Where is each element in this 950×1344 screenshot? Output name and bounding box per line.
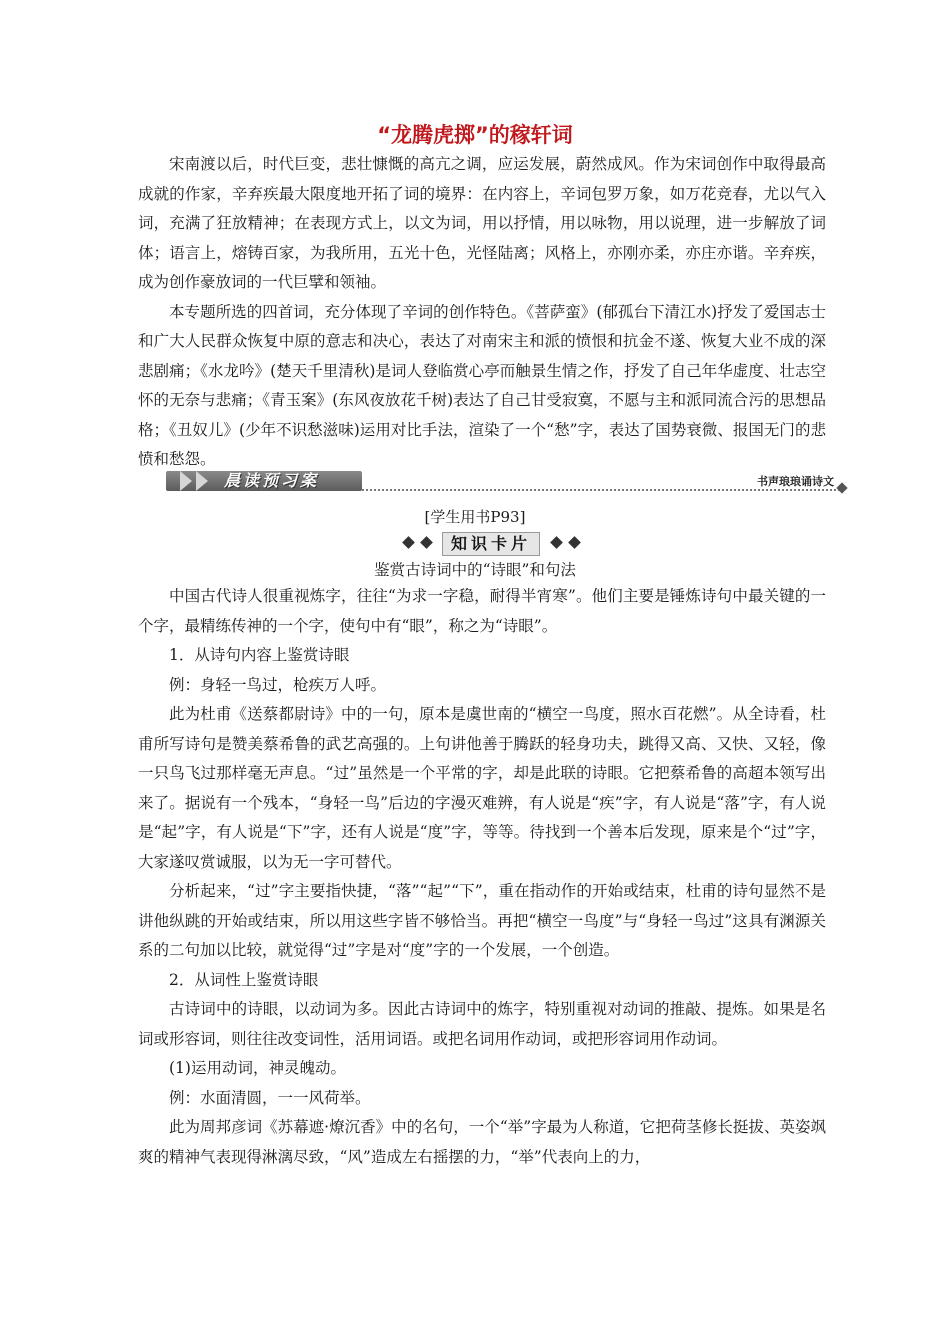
body-paragraph: 中国古代诗人很重视炼字，往往“为求一字稳，耐得半宵寒”。他们主要是锤炼诗句中最关键的一个字，最精练传神的一个字，使句中有“眼”，称之为“诗眼”。 <box>138 587 826 635</box>
chevron-right-icon <box>180 471 192 491</box>
body-paragraph: 1．从诗句内容上鉴赏诗眼 <box>169 646 350 664</box>
body-paragraph: 古诗词中的诗眼，以动词为多。因此古诗词中的炼字，特别重视对动词的推敲、提炼。如果是名词或形容词，则往往改变词性，活用词语。或把名词用作动词，或把形容词用作动词。 <box>138 1000 826 1048</box>
intro-section <box>138 150 826 475</box>
chevron-right-icon <box>196 471 208 491</box>
body-paragraph: 分析起来，“过”字主要指快捷，“落”“起”“下”，重在指动作的开始或结束，杜甫的诗句显然不是讲他纵跳的开始或结束，所以用这些字皆不够恰当。再把“横空一鸟度”与“身轻一鸟过”这具有渊源关系的二句加以比较，就觉得“过”字是对“度”字的一个发展，一个创造。 <box>138 882 826 959</box>
banner-label: 晨读预习案 <box>224 471 320 490</box>
diamond-icon <box>402 536 415 549</box>
body-paragraph: 例：水面清圆，一一风荷举。 <box>169 1088 371 1107</box>
body-section <box>138 582 826 1172</box>
diamond-icon <box>568 536 581 549</box>
subheading: 鉴赏古诗词中的“诗眼”和句法 <box>374 561 576 579</box>
body-paragraph: 此为杜甫《送蔡都尉诗》中的一句，原本是虞世南的“横空一鸟度，照水百花燃”。从全诗看，杜甫所写诗句是赞美蔡希鲁的武艺高强的。上句讲他善于腾跃的轻身功夫，跳得又高、又快、又轻，像一只鸟飞过那样毫无声息。“过”虽然是一个平常的字，却是此联的诗眼。它把蔡希鲁的高超本领写出来了。据说有一个残本，“身轻一鸟”后边的字漫灭难辨，有人说是“疾”字，有人说是“落”字，有人说是“起”字，有人说是“下”字，还有人说是“度”字，等等。待找到一个善本后发现，原来是个“过”字，大家遂叹赏诚服，以为无一字可替代。 <box>138 705 826 871</box>
section-banner <box>166 467 846 495</box>
intro-paragraph: 宋南渡以后，时代巨变，悲壮慷慨的高亢之调，应运发展，蔚然成风。作为宋词创作中取得最高成就的作家，辛弃疾最大限度地开拓了词的境界：在内容上，辛词包罗万象，如万花竞春，尤以气入词，充满了狂放精神；在表现方式上，以文为词，用以抒情，用以咏物，用以说理，进一步解放了词体；语言上，熔铸百家，为我所用，五光十色，光怪陆离；风格上，亦刚亦柔，亦庄亦谐。辛弃疾，成为创作豪放词的一代巨擘和领袖。 <box>138 155 826 291</box>
diamond-icon <box>550 536 563 549</box>
body-paragraph: 此为周邦彦词《苏幕遮·燎沉香》中的名句，一个“举”字最为人称道，它把荷茎修长挺拔、英姿飒爽的精神气表现得淋漓尽致，“风”造成左右摇摆的力，“举”代表向上的力， <box>138 1118 826 1166</box>
body-paragraph: 例：身轻一鸟过，枪疾万人呼。 <box>169 675 387 694</box>
knowledge-card-header <box>0 530 950 556</box>
banner-divider <box>362 489 840 491</box>
intro-paragraph: 本专题所选的四首词，充分体现了辛词的创作特色。《菩萨蛮》(郁孤台下清江水)抒发了爱国志士和广大人民群众恢复中原的意志和决心，表达了对南宋主和派的愤恨和抗金不遂、恢复大业不成的深悲剧痛；《水龙吟》(楚天千里清秋)是词人登临赏心亭而触景生情之作，抒发了自己年华虚度、壮志空怀的无奈与悲痛；《青玉案》(东风夜放花千树)表达了自己甘受寂寞，不愿与主和派同流合污的思想品格；《丑奴儿》(少年不识愁滋味)运用对比手法，渲染了一个“愁”字，表达了国势衰微、报国无门的悲愤和愁怨。 <box>138 302 826 468</box>
page-title: “龙腾虎掷”的稼轩词 <box>377 123 573 147</box>
body-paragraph: (1)运用动词，神灵魄动。 <box>169 1059 346 1077</box>
card-label: 知识卡片 <box>442 532 540 556</box>
banner-right-text: 书声琅琅诵诗文 <box>757 475 834 488</box>
diamond-icon <box>420 536 433 549</box>
diamond-icon <box>836 482 847 493</box>
body-paragraph: 2．从词性上鉴赏诗眼 <box>169 970 319 989</box>
book-reference: [学生用书P93] <box>424 508 526 526</box>
